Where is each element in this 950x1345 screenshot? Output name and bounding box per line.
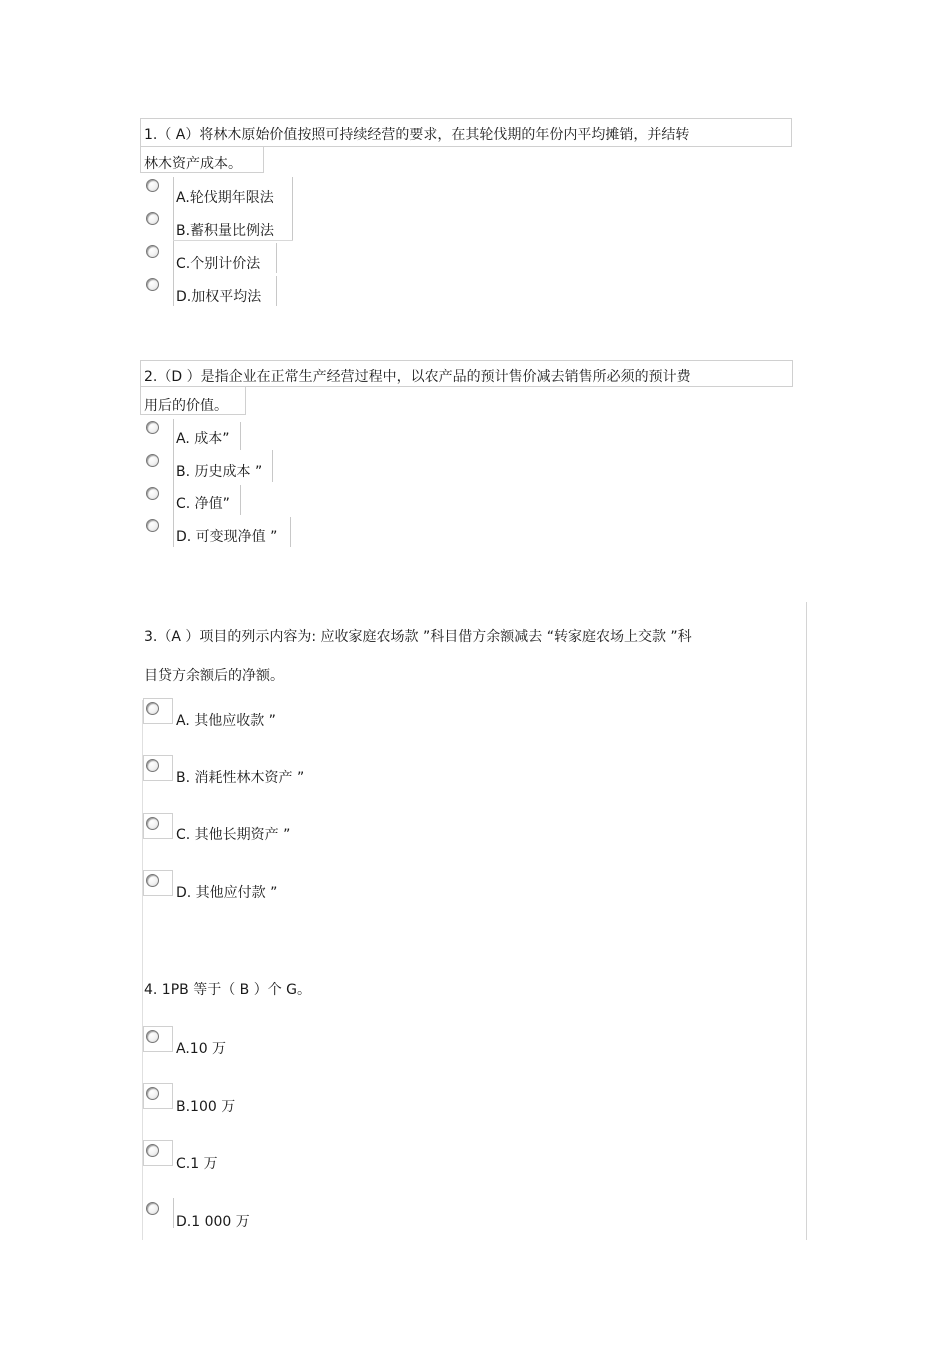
q1-option-b-edge [292,210,293,240]
q3-option-c-label: C. 其他长期资产 ” [176,827,291,843]
q4-option-b-radio[interactable] [146,1087,159,1100]
q1-option-b-label: B.蓄积量比例法 [176,223,275,239]
q4-option-d-divider [173,1198,174,1228]
q1-option-c-radio[interactable] [146,245,159,258]
q2-option-a-label: A. 成本” [176,431,230,447]
question-2-text-line1: 2.（D ）是指企业在正常生产经营过程中，以农产品的预计售价减去销售所必须的预计费 [144,369,691,385]
question-3-text-line1: 3.（A ）项目的列示内容为: 应收家庭农场款 ”科目借方余额减去 “转家庭农场上交款 ”科 [144,629,692,645]
q2-option-b-edge [272,450,273,482]
q1-option-c-label: C.个别计价法 [176,256,261,272]
q2-option-c-edge [240,485,241,515]
q2-option-b-label: B. 历史成本 ” [176,464,263,480]
q1-option-a-radio[interactable] [146,179,159,192]
q3-option-a-label: A. 其他应收款 ” [176,713,276,729]
section-frame-right [806,602,807,1240]
q2-option-c-radio[interactable] [146,487,159,500]
question-2-text-line2: 用后的价值。 [144,398,228,414]
question-3-text-line2: 目贷方余额后的净额。 [144,668,284,684]
q1-option-d-divider [173,276,174,306]
q1-option-d-radio[interactable] [146,278,159,291]
question-1-text-line2: 林木资产成本。 [144,156,242,172]
q3-option-a-radio[interactable] [146,702,159,715]
question-4-text: 4. 1PB 等于（ B ）个 G。 [144,982,312,998]
q3-option-b-label: B. 消耗性林木资产 ” [176,770,305,786]
q1-option-c-divider [173,243,174,277]
q1-option-b-underline [173,240,293,241]
q1-option-b-radio[interactable] [146,212,159,225]
question-1-text-line1: 1.（ A）将林木原始价值按照可持续经营的要求，在其轮伐期的年份内平均摊销，并结转 [144,127,690,143]
q2-option-a-divider [173,419,174,453]
q1-option-a-divider [173,177,174,211]
q4-option-b-label: B.100 万 [176,1099,236,1115]
q1-option-d-edge [276,276,277,306]
q2-option-a-radio[interactable] [146,421,159,434]
q1-option-a-label: A.轮伐期年限法 [176,190,274,206]
q2-option-c-divider [173,485,174,519]
q2-option-c-label: C. 净值” [176,496,230,512]
q4-option-c-label: C.1 万 [176,1156,218,1172]
q2-option-a-edge [240,422,241,450]
q2-option-b-divider [173,452,174,486]
q1-option-d-label: D.加权平均法 [176,289,262,305]
q4-option-d-label: D.1 000 万 [176,1214,250,1230]
q4-option-a-radio[interactable] [146,1030,159,1043]
q3-option-b-radio[interactable] [146,759,159,772]
q1-option-a-edge [292,177,293,211]
q1-option-b-divider [173,210,174,244]
q2-option-d-radio[interactable] [146,519,159,532]
q1-option-c-edge [276,243,277,273]
q2-option-d-label: D. 可变现净值 ” [176,529,278,545]
q2-option-d-edge [290,517,291,547]
q3-option-c-radio[interactable] [146,817,159,830]
q2-option-b-radio[interactable] [146,454,159,467]
q3-option-d-label: D. 其他应付款 ” [176,885,278,901]
q2-option-d-divider [173,517,174,547]
q4-option-a-label: A.10 万 [176,1041,227,1057]
q4-option-d-radio[interactable] [146,1202,159,1215]
q4-option-c-radio[interactable] [146,1144,159,1157]
q3-option-d-radio[interactable] [146,874,159,887]
